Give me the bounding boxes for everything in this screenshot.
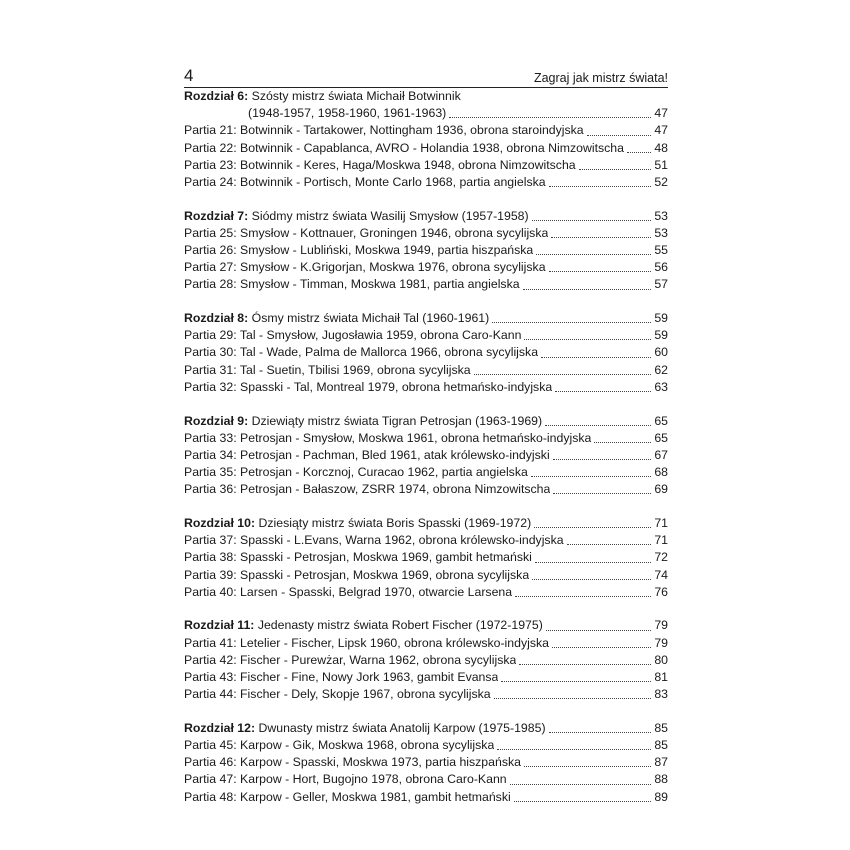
page-header bbox=[184, 62, 668, 88]
game-entry bbox=[184, 327, 668, 344]
dot-leader bbox=[567, 543, 651, 545]
dot-leader bbox=[494, 697, 651, 699]
entry-text bbox=[184, 771, 507, 788]
dot-leader bbox=[519, 663, 651, 665]
entry-text bbox=[184, 242, 533, 259]
entry-text bbox=[184, 276, 520, 293]
dot-leader bbox=[594, 441, 651, 443]
entry-text bbox=[184, 344, 538, 361]
game-entry bbox=[184, 754, 668, 771]
game-title: Partia 39: Spasski - Petrosjan, Moskwa 1969, obrona sycylijska bbox=[184, 567, 530, 582]
dot-leader bbox=[492, 321, 651, 323]
page-ref: 57 bbox=[654, 277, 668, 292]
page-ref: 60 bbox=[654, 345, 668, 360]
page-ref: 76 bbox=[654, 584, 668, 599]
game-title: Partia 46: Karpow - Spasski, Moskwa 1973, partia hiszpańska bbox=[184, 755, 521, 770]
page-ref: 68 bbox=[654, 465, 668, 480]
chapter-label: Rozdział 12: bbox=[184, 720, 259, 735]
entry-text bbox=[184, 430, 591, 447]
dot-leader bbox=[536, 253, 651, 255]
dot-leader bbox=[515, 595, 651, 597]
game-entry bbox=[184, 652, 668, 669]
entry-text bbox=[184, 208, 529, 225]
dot-leader bbox=[532, 219, 651, 221]
game-entry bbox=[184, 362, 668, 379]
game-title: Partia 38: Spasski - Petrosjan, Moskwa 1969, gambit hetmański bbox=[184, 550, 532, 565]
section-gap bbox=[184, 703, 668, 720]
chapter-heading bbox=[184, 617, 668, 634]
entry-text bbox=[184, 617, 543, 634]
page-ref: 87 bbox=[654, 755, 668, 770]
game-entry bbox=[184, 122, 668, 139]
game-entry bbox=[184, 276, 668, 293]
page-ref: 52 bbox=[654, 174, 668, 189]
entry-text bbox=[184, 720, 546, 737]
entry-text bbox=[184, 310, 489, 327]
game-entry bbox=[184, 771, 668, 788]
game-title: Partia 33: Petrosjan - Smysłow, Moskwa 1961, obrona hetmańsko-indyjska bbox=[184, 430, 592, 445]
game-title: Partia 48: Karpow - Geller, Moskwa 1981, gambit hetmański bbox=[184, 789, 511, 804]
game-entry bbox=[184, 464, 668, 481]
dot-leader bbox=[551, 236, 651, 238]
page-ref: 88 bbox=[654, 772, 668, 787]
dot-leader bbox=[627, 151, 651, 153]
dot-leader bbox=[532, 578, 651, 580]
chapter-heading bbox=[184, 310, 668, 327]
section-gap bbox=[184, 396, 668, 413]
page-ref: 55 bbox=[654, 243, 668, 257]
page-ref: 81 bbox=[654, 669, 668, 684]
game-title: Partia 43: Fischer - Fine, Nowy Jork 1963, gambit Evansa bbox=[184, 669, 499, 684]
game-title: Partia 22: Botwinnik - Capablanca, AVRO - Holandia 1938, obrona Nimzowitscha bbox=[184, 140, 624, 155]
game-title: Partia 44: Fischer - Dely, Skopje 1967, obrona sycylijska bbox=[184, 687, 491, 702]
game-title: Partia 42: Fischer - Purewżar, Warna 1962, obrona sycylijska bbox=[184, 652, 517, 667]
dot-leader bbox=[535, 561, 651, 563]
page-ref: 53 bbox=[654, 208, 668, 223]
dot-leader bbox=[549, 731, 651, 733]
game-entry bbox=[184, 174, 668, 191]
entry-text bbox=[184, 737, 494, 754]
game-entry bbox=[184, 532, 668, 549]
entry-text bbox=[184, 174, 546, 191]
game-entry bbox=[184, 567, 668, 584]
game-title: Partia 31: Tal - Suetin, Tbilisi 1969, obrona sycylijska bbox=[184, 362, 471, 377]
dot-leader bbox=[553, 458, 651, 460]
entry-text bbox=[184, 515, 531, 532]
section-gap bbox=[184, 601, 668, 618]
chapter-title: Siódmy mistrz świata Wasilij Smysłow (1957-1958) bbox=[251, 208, 529, 223]
chapter-heading bbox=[184, 413, 668, 430]
page-ref: 59 bbox=[654, 328, 668, 343]
entry-text bbox=[184, 549, 532, 566]
section-gap bbox=[184, 191, 668, 208]
game-title: Partia 29: Tal - Smysłow, Jugosławia 1959, obrona Caro-Kann bbox=[184, 328, 522, 343]
chapter-label: Rozdział 11: bbox=[184, 618, 258, 633]
chapter-title: Dziewiąty mistrz świata Tigran Petrosjan (1963-1969) bbox=[251, 413, 543, 428]
dot-leader bbox=[474, 373, 651, 375]
chapter-title: Ósmy mistrz świata Michaił Tal (1960-1961) bbox=[251, 311, 490, 326]
chapter-title-cont: (1948-1957, 1958-1960, 1961-1963) bbox=[248, 106, 447, 121]
page-ref: 65 bbox=[654, 413, 668, 428]
dot-leader bbox=[546, 629, 651, 631]
page-ref: 85 bbox=[654, 738, 668, 752]
chapter-heading bbox=[184, 720, 668, 737]
entry-text bbox=[184, 225, 548, 242]
page-ref: 59 bbox=[654, 311, 668, 326]
game-entry bbox=[184, 259, 668, 276]
chapter-title: Dziesiąty mistrz świata Boris Spasski (1969-1972) bbox=[258, 515, 532, 530]
dot-leader bbox=[534, 526, 651, 528]
game-entry bbox=[184, 481, 668, 498]
book-title: Zagraj jak mistrz świata! bbox=[533, 71, 668, 85]
game-title: Partia 40: Larsen - Spasski, Belgrad 1970, otwarcie Larsena bbox=[184, 584, 513, 599]
entry-text bbox=[184, 567, 529, 584]
toc-page bbox=[184, 62, 668, 806]
entry-text bbox=[184, 379, 552, 396]
table-of-contents bbox=[184, 88, 668, 806]
dot-leader bbox=[497, 748, 651, 750]
page-ref: 51 bbox=[654, 157, 668, 172]
dot-leader bbox=[449, 116, 651, 118]
entry-text bbox=[184, 754, 521, 771]
game-entry bbox=[184, 447, 668, 464]
entry-text bbox=[184, 362, 471, 379]
dot-leader bbox=[587, 134, 651, 136]
page-ref: 62 bbox=[654, 362, 668, 377]
dot-leader bbox=[510, 783, 651, 785]
dot-leader bbox=[524, 338, 651, 340]
entry-text bbox=[184, 464, 528, 481]
page-ref: 48 bbox=[654, 140, 668, 155]
entry-text bbox=[184, 584, 512, 601]
dot-leader bbox=[549, 185, 651, 187]
entry-text bbox=[184, 447, 550, 464]
game-title: Partia 47: Karpow - Hort, Bugojno 1978, obrona Caro-Kann bbox=[184, 772, 507, 787]
page-number: 4 bbox=[184, 66, 194, 85]
game-title: Partia 35: Petrosjan - Korcznoj, Curacao 1962, partia angielska bbox=[184, 465, 528, 480]
game-entry bbox=[184, 225, 668, 242]
entry-text bbox=[184, 532, 564, 549]
section-gap bbox=[184, 294, 668, 311]
game-entry bbox=[184, 430, 668, 447]
section-gap bbox=[184, 498, 668, 515]
game-entry bbox=[184, 379, 668, 396]
game-title: Partia 30: Tal - Wade, Palma de Mallorca 1966, obrona sycylijska bbox=[184, 345, 539, 360]
dot-leader bbox=[552, 646, 651, 648]
game-title: Partia 32: Spasski - Tal, Montreal 1979, obrona hetmańsko-indyjska bbox=[184, 379, 553, 394]
chapter-heading bbox=[184, 88, 668, 105]
game-title: Partia 26: Smysłow - Lubliński, Moskwa 1949, partia hiszpańska bbox=[184, 243, 534, 257]
page-ref: 47 bbox=[654, 123, 668, 138]
game-title: Partia 34: Petrosjan - Pachman, Bled 1961, atak królewsko-indyjski bbox=[184, 447, 550, 462]
game-title: Partia 45: Karpow - Gik, Moskwa 1968, obrona sycylijska bbox=[184, 738, 495, 752]
page-ref: 83 bbox=[654, 687, 668, 702]
page-ref: 72 bbox=[654, 550, 668, 565]
dot-leader bbox=[514, 800, 651, 802]
game-title: Partia 41: Letelier - Fischer, Lipsk 1960, obrona królewsko-indyjska bbox=[184, 635, 549, 650]
page-ref: 65 bbox=[654, 430, 668, 445]
dot-leader bbox=[555, 390, 651, 392]
entry-text bbox=[184, 327, 521, 344]
page-ref: 69 bbox=[654, 482, 668, 497]
game-title: Partia 27: Smysłow - K.Grigorjan, Moskwa 1976, obrona sycylijska bbox=[184, 260, 546, 275]
page-ref: 74 bbox=[654, 567, 668, 582]
game-entry bbox=[184, 737, 668, 754]
game-entry bbox=[184, 242, 668, 259]
game-title: Partia 21: Botwinnik - Tartakower, Nottingham 1936, obrona staroindyjska bbox=[184, 123, 584, 138]
entry-text bbox=[184, 88, 461, 105]
game-title: Partia 23: Botwinnik - Keres, Haga/Moskwa 1948, obrona Nimzowitscha bbox=[184, 157, 576, 172]
entry-text bbox=[184, 652, 516, 669]
game-entry bbox=[184, 157, 668, 174]
chapter-title: Jedenasty mistrz świata Robert Fischer (1972-1975) bbox=[257, 618, 543, 633]
game-entry bbox=[184, 140, 668, 157]
dot-leader bbox=[545, 424, 651, 426]
page-ref: 56 bbox=[654, 260, 668, 275]
page-ref: 71 bbox=[654, 515, 668, 530]
page-ref: 79 bbox=[654, 635, 668, 650]
game-entry bbox=[184, 549, 668, 566]
page-ref: 53 bbox=[654, 225, 668, 240]
page-ref: 67 bbox=[654, 447, 668, 462]
dot-leader bbox=[541, 356, 651, 358]
page-ref: 80 bbox=[654, 652, 668, 667]
entry-text bbox=[184, 686, 491, 703]
entry-text bbox=[184, 481, 550, 498]
dot-leader bbox=[523, 288, 651, 290]
chapter-label: Rozdział 7: bbox=[184, 208, 252, 223]
chapter-heading-cont bbox=[184, 105, 668, 122]
game-entry bbox=[184, 669, 668, 686]
dot-leader bbox=[501, 680, 651, 682]
entry-text bbox=[184, 105, 446, 122]
page-ref: 85 bbox=[654, 720, 668, 735]
chapter-title: Dwunasty mistrz świata Anatolij Karpow (1975-1985) bbox=[258, 720, 546, 735]
game-title: Partia 36: Petrosjan - Bałaszow, ZSRR 1974, obrona Nimzowitscha bbox=[184, 482, 551, 497]
chapter-title: Szósty mistrz świata Michaił Botwinnik bbox=[251, 89, 461, 103]
chapter-label: Rozdział 9: bbox=[184, 413, 252, 428]
dot-leader bbox=[549, 270, 651, 272]
entry-text bbox=[184, 789, 511, 806]
entry-text bbox=[184, 140, 624, 157]
chapter-heading bbox=[184, 515, 668, 532]
game-entry bbox=[184, 686, 668, 703]
dot-leader bbox=[531, 475, 651, 477]
chapter-label: Rozdział 10: bbox=[184, 515, 259, 530]
chapter-label: Rozdział 8: bbox=[184, 311, 252, 326]
page-ref: 89 bbox=[654, 789, 668, 804]
entry-text bbox=[184, 157, 576, 174]
game-entry bbox=[184, 344, 668, 361]
page-ref: 79 bbox=[654, 618, 668, 633]
chapter-heading bbox=[184, 208, 668, 225]
game-entry bbox=[184, 789, 668, 806]
dot-leader bbox=[524, 765, 651, 767]
game-entry bbox=[184, 584, 668, 601]
entry-text bbox=[184, 669, 498, 686]
chapter-label: Rozdział 6: bbox=[184, 89, 252, 103]
page-ref: 63 bbox=[654, 379, 668, 394]
dot-leader bbox=[579, 168, 651, 170]
dot-leader bbox=[553, 492, 651, 494]
page-ref: 71 bbox=[654, 533, 668, 548]
game-title: Partia 24: Botwinnik - Portisch, Monte Carlo 1968, partia angielska bbox=[184, 174, 546, 189]
game-title: Partia 28: Smysłow - Timman, Moskwa 1981, partia angielska bbox=[184, 277, 520, 292]
game-entry bbox=[184, 635, 668, 652]
entry-text bbox=[184, 413, 542, 430]
entry-text bbox=[184, 635, 549, 652]
entry-text bbox=[184, 259, 546, 276]
game-title: Partia 37: Spasski - L.Evans, Warna 1962, obrona królewsko-indyjska bbox=[184, 533, 564, 548]
game-title: Partia 25: Smysłow - Kottnauer, Groningen 1946, obrona sycylijska bbox=[184, 225, 549, 240]
entry-text bbox=[184, 122, 584, 139]
page-ref: 47 bbox=[654, 106, 668, 121]
